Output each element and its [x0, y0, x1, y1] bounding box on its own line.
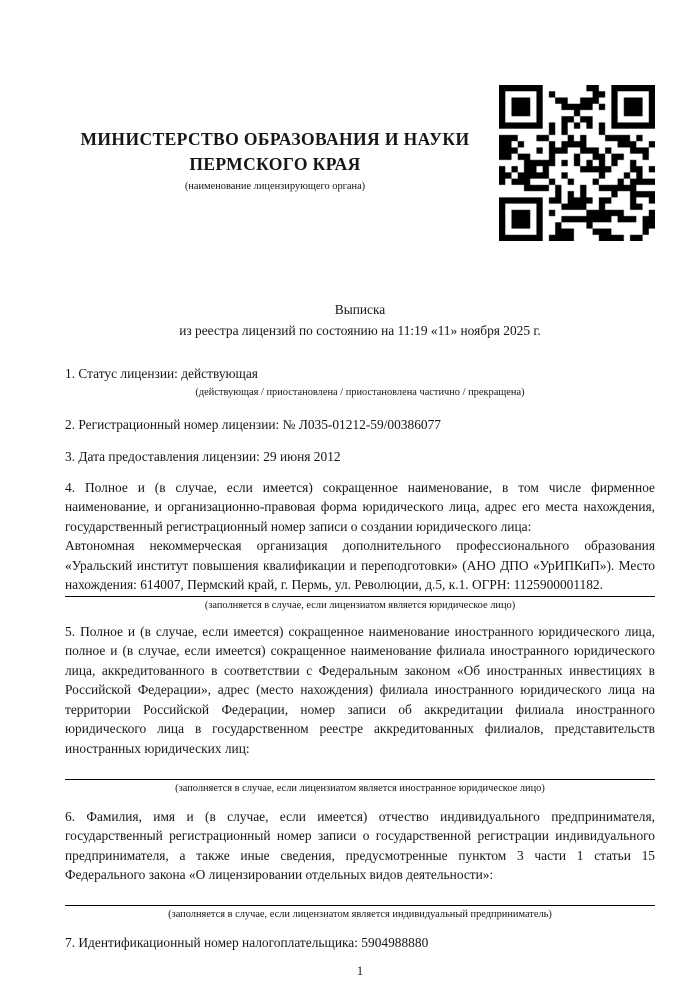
fill-line	[65, 596, 655, 597]
entrepreneur-label: 6. Фамилия, имя и (в случае, если имеется) отчество индивидуального предпринимателя, государственный регистрационный номер записи о государственной регистрации индивидуального предпринимателя, а также иные сведения, предусмотренные пунктом 3 части 1 статьи 15 Федерального закона «О лицензировании отдельных видов деятельности»:	[65, 808, 655, 882]
legal-entity-label: 4. Полное и (в случае, если имеется) сокращенное наименование, в том числе фирменное наименование, и организационно-правовая форма юридического лица, адрес его места нахождения, государственный регистрационный номер записи о создании юридического лица:	[65, 479, 655, 534]
ministry-name	[65, 127, 485, 177]
qr-code	[499, 85, 655, 243]
page-number: 1	[356, 963, 364, 978]
field-legal-entity	[65, 478, 655, 613]
field-inn	[65, 933, 655, 953]
foreign-entity-caption: (заполняется в случае, если лицензиатом является иностранное юридическое лицо)	[175, 782, 545, 794]
license-status-caption: (действующая / приостановлена / приостановлена частично / прекращена)	[195, 386, 525, 398]
inn-text: 7. Идентификационный номер налогоплательщика: 5904988880	[65, 935, 429, 950]
qr-code-image	[499, 85, 655, 241]
ministry-name-line2: ПЕРМСКОГО КРАЯ	[189, 154, 361, 174]
legal-entity-caption: (заполняется в случае, если лицензиатом является юридическое лицо)	[204, 599, 516, 611]
foreign-entity-label: 5. Полное и (в случае, если имеется) сокращенное наименование иностранного юридического лица, полное и (в случае, если имеется) сокращенное наименование филиала иностранного юридического лица, аккредитованного в соответствии с Федеральным законом «Об иностранных инвестициях в Российской Федерации», адрес (место нахождения) филиала иностранного юридического лица на территории Российской Федерации, номер записи об аккредитации филиала иностранного юридического лица в государственном реестре аккредитованных филиалов, представительств иностранных юридических лиц:	[65, 623, 655, 756]
entrepreneur-value	[65, 885, 655, 905]
field-grant-date	[65, 447, 655, 467]
fill-line	[65, 779, 655, 780]
document-subtitle: из реестра лицензий по состоянию на 11:19 «11» ноября 2025 г.	[179, 323, 541, 338]
document-header	[65, 85, 655, 243]
document-title-block	[65, 299, 655, 341]
field-license-status	[65, 364, 655, 400]
grant-date-text: 3. Дата предоставления лицензии: 29 июня 2012	[65, 449, 341, 464]
ministry-caption: (наименование лицензирующего органа)	[184, 181, 366, 192]
license-status-text: 1. Статус лицензии: действующая	[65, 366, 258, 381]
foreign-entity-value	[65, 758, 655, 778]
licensing-authority-block	[65, 85, 485, 194]
field-entrepreneur	[65, 807, 655, 923]
fill-line	[65, 905, 655, 906]
document-title: Выписка	[334, 302, 386, 317]
ministry-name-line1: МИНИСТЕРСТВО ОБРАЗОВАНИЯ И НАУКИ	[80, 129, 470, 149]
registration-number-text: 2. Регистрационный номер лицензии: № Л035-01212-59/00386077	[65, 416, 441, 432]
field-registration-number	[65, 415, 655, 435]
field-foreign-entity	[65, 622, 655, 796]
legal-entity-value: Автономная некоммерческая организация дополнительного профессионального образования «Уральский институт повышения квалификации и переподготовки» (АНО ДПО «УрИПКиП»). Место нахождения: 614007, Пермский край, г. Пермь, ул. Революции, д.5, к.1. ОГРН: 1125900001182.	[65, 538, 655, 592]
entrepreneur-caption: (заполняется в случае, если лицензиатом является индивидуальный предприниматель)	[168, 909, 552, 920]
